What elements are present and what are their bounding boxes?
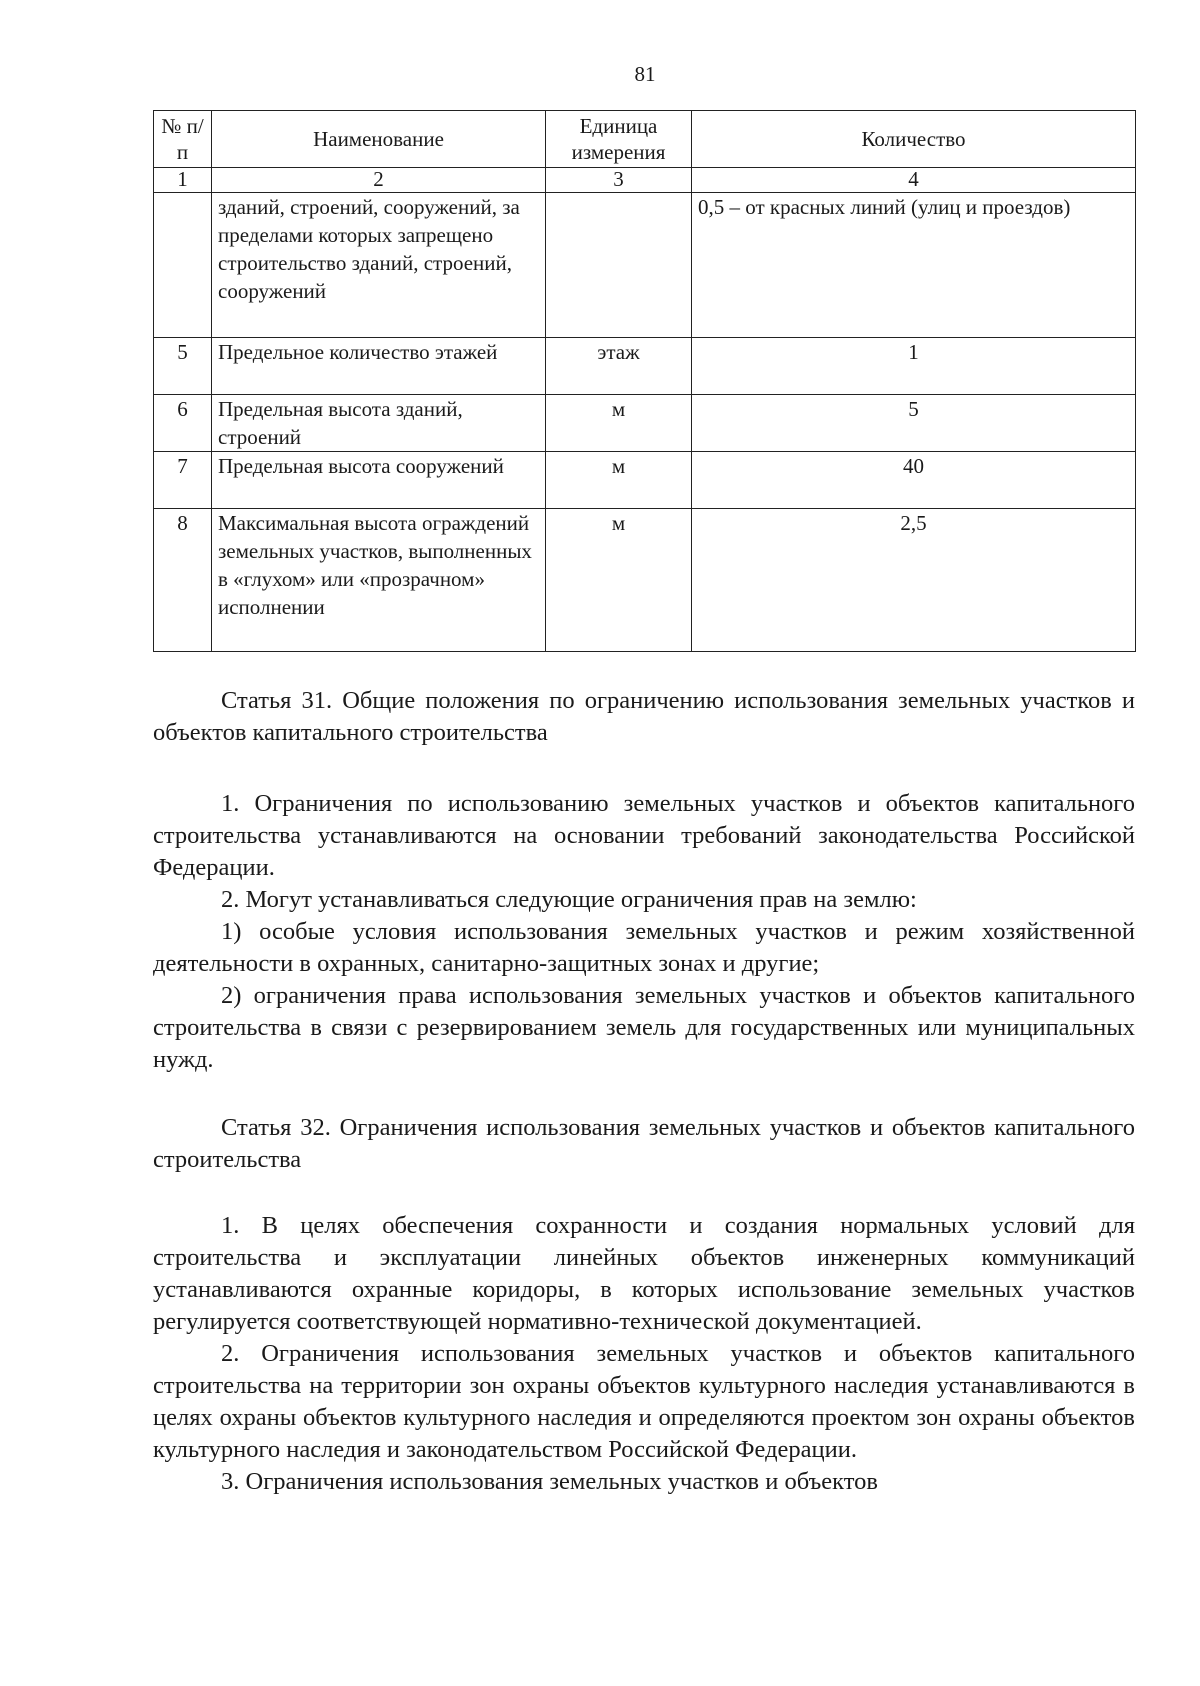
row-num: 5 xyxy=(154,338,212,395)
row-name: Предельная высота зданий, строений xyxy=(212,395,546,452)
row-num: 6 xyxy=(154,395,212,452)
row-unit: м xyxy=(546,509,692,652)
article-31-paragraph: 2. Могут устанавливаться следующие ограничения прав на землю: xyxy=(221,886,917,913)
row-unit xyxy=(546,193,692,338)
row-num: 7 xyxy=(154,452,212,509)
header-unit: Единица измерения xyxy=(546,111,692,168)
row-name: Максимальная высота ограждений земельных участков, выполненных в «глухом» или «прозрачном» исполнении xyxy=(212,509,546,652)
article-32-paragraph: 1. В целях обеспечения сохранности и создания нормальных условий для строительства и эксплуатации линейных объектов инженерных коммуникаций устанавливаются охранные коридоры, в которых использование земельных участков регулируется соответствующей нормативно-технической документацией. xyxy=(153,1212,1135,1335)
article-31-paragraph: 1) особые условия использования земельных участков и режим хозяйственной деятельности в охранных, санитарно-защитных зонах и другие; xyxy=(153,918,1135,977)
header-name: Наименование xyxy=(212,111,546,168)
column-number: 4 xyxy=(692,168,1136,193)
page-number: 81 xyxy=(634,62,656,86)
table-row xyxy=(154,509,1136,652)
article-32-body xyxy=(153,1210,1135,1498)
column-number: 1 xyxy=(154,168,212,193)
norms-table xyxy=(153,110,1136,652)
row-qty: 2,5 xyxy=(692,509,1136,652)
header-num: № п/п xyxy=(154,111,212,168)
table-row xyxy=(154,338,1136,395)
row-name: зданий, строений, сооружений, за пределами которых запрещено строительство зданий, строений, сооружений xyxy=(212,193,546,338)
article-31-heading-block xyxy=(153,685,1135,749)
table-row xyxy=(154,193,1136,338)
column-number-row xyxy=(154,168,1136,193)
article-31-body xyxy=(153,788,1135,1076)
article-32-paragraph: 3. Ограничения использования земельных участков и объектов xyxy=(221,1468,878,1495)
article-31-paragraph: 1. Ограничения по использованию земельных участков и объектов капитального строительства устанавливаются на основании требований законодательства Российской Федерации. xyxy=(153,790,1135,881)
row-num: 8 xyxy=(154,509,212,652)
row-unit: м xyxy=(546,452,692,509)
row-name: Предельная высота сооружений xyxy=(212,452,546,509)
row-unit: этаж xyxy=(546,338,692,395)
row-qty: 0,5 – от красных линий (улиц и проездов) xyxy=(692,193,1136,338)
header-qty: Количество xyxy=(692,111,1136,168)
column-number: 3 xyxy=(546,168,692,193)
row-qty: 5 xyxy=(692,395,1136,452)
column-number: 2 xyxy=(212,168,546,193)
table-row xyxy=(154,452,1136,509)
article-31-heading: Статья 31. Общие положения по ограничению использования земельных участков и объектов капитального строительства xyxy=(153,687,1135,746)
table-row xyxy=(154,395,1136,452)
row-num xyxy=(154,193,212,338)
row-unit: м xyxy=(546,395,692,452)
article-32-paragraph: 2. Ограничения использования земельных участков и объектов капитального строительства на территории зон охраны объектов культурного наследия устанавливаются в целях охраны объектов культурного наследия и определяются проектом зон охраны объектов культурного наследия и законодательством Российской Федерации. xyxy=(153,1340,1135,1463)
article-32-heading-block xyxy=(153,1112,1135,1176)
row-qty: 1 xyxy=(692,338,1136,395)
table-header-row xyxy=(154,111,1136,168)
article-32-heading: Статья 32. Ограничения использования земельных участков и объектов капитального строительства xyxy=(153,1114,1135,1173)
article-31-paragraph: 2) ограничения права использования земельных участков и объектов капитального строительства в связи с резервированием земель для государственных или муниципальных нужд. xyxy=(153,982,1135,1073)
row-name: Предельное количество этажей xyxy=(212,338,546,395)
row-qty: 40 xyxy=(692,452,1136,509)
